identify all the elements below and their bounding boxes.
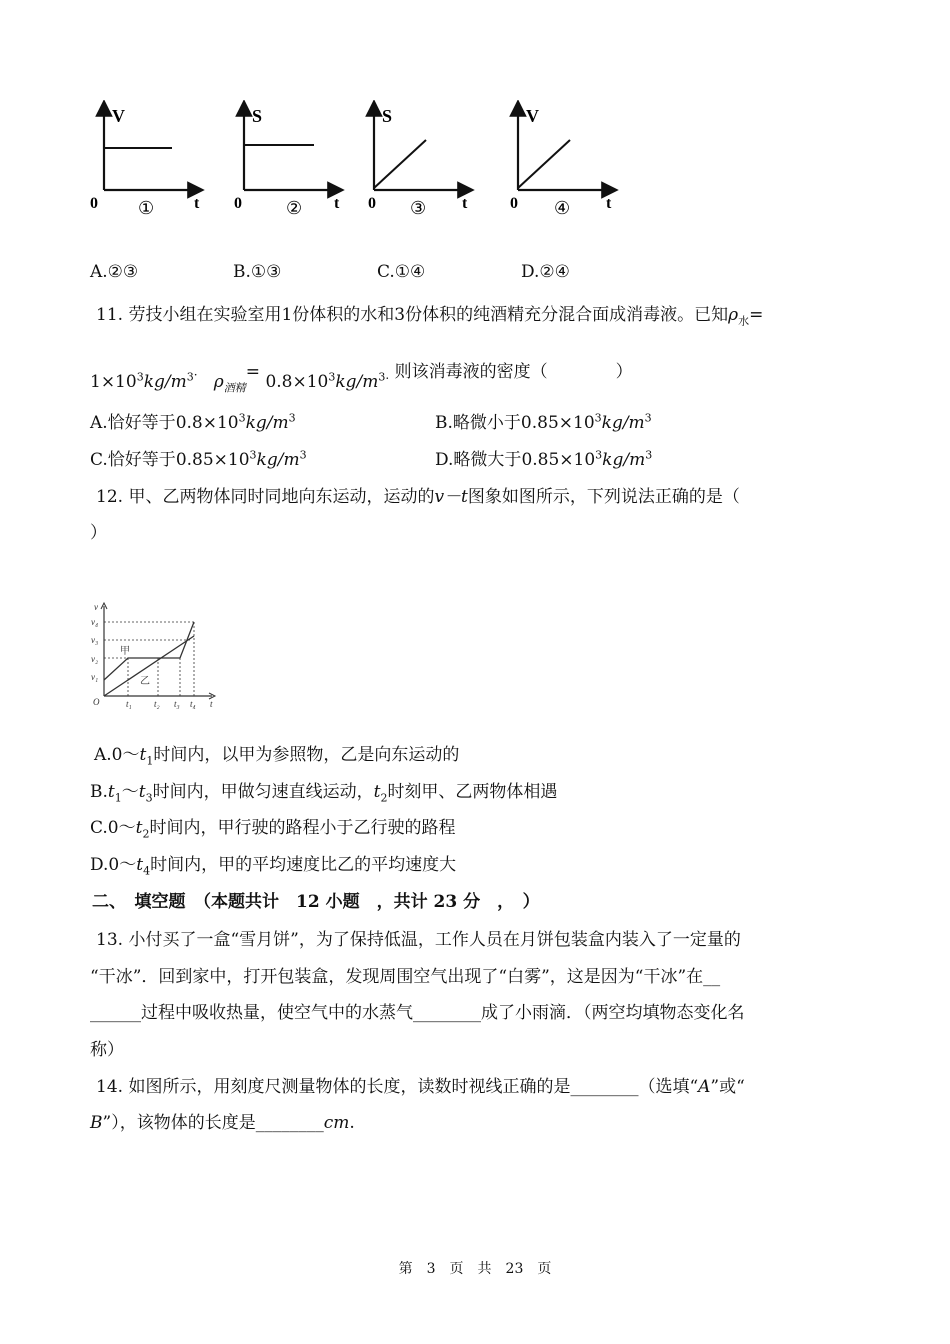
t-sub: 2 xyxy=(380,791,388,805)
q14-line2 xyxy=(90,1108,355,1133)
q10-option-c: C.①④ xyxy=(377,262,426,282)
graph-2 xyxy=(234,106,340,218)
t-var: t xyxy=(107,782,115,802)
q14-text: 14. 如图所示，用刻度尺测量物体的长度，读数时视线正确的是________（选填“ xyxy=(96,1077,699,1097)
t-var: t xyxy=(135,818,143,838)
vt-x-label: t xyxy=(210,699,213,709)
equals-sign: = xyxy=(245,362,261,382)
q11-text: 11. 劳技小组在实验室用1份体积的水和3份体积的纯酒精充分混合面成消毒液。已知 xyxy=(96,305,729,325)
section-heading: 二、 填空题 （本题共计 12 小题 ，共计 23 分 ， ） xyxy=(92,892,540,912)
graph-4-origin: 0 xyxy=(510,195,518,212)
vt-x-tick-t2: t₂ xyxy=(154,699,160,709)
unit: kg/m xyxy=(256,450,300,470)
q11-opt-b-label: B.略微小于 xyxy=(435,413,521,433)
graph-1-origin: 0 xyxy=(90,195,98,212)
graph-1-yaxis: V xyxy=(112,106,125,126)
rho-symbol: ρ xyxy=(728,305,739,325)
t-sub: 1 xyxy=(146,754,154,768)
graph-2-xaxis: t xyxy=(334,195,340,212)
q11-opt-c-value: 0.85×10 xyxy=(175,450,250,470)
exp: 3 xyxy=(288,411,296,425)
unit-cm: cm xyxy=(323,1113,350,1133)
q12-option-d xyxy=(90,850,456,877)
vt-y-tick-v1: v₁ xyxy=(91,672,99,682)
vt-y-label: v xyxy=(94,602,98,612)
vt-label-jia: 甲 xyxy=(120,646,130,657)
unit: kg/m xyxy=(335,372,379,392)
q14-text-b: ”或“ xyxy=(710,1077,745,1097)
page-footer: 第 3 页 共 23 页 xyxy=(398,1261,552,1277)
rho-alcohol-sub: 酒精 xyxy=(223,381,246,395)
q12-opt-d-label: D.0～ xyxy=(90,855,137,875)
t-var: t xyxy=(373,782,381,802)
graph-3-yaxis: S xyxy=(382,106,393,126)
t-sub: 4 xyxy=(143,864,151,878)
t-sub: 2 xyxy=(142,827,150,841)
q13-line2: “干冰”．回到家中，打开包装盒，发现周围空气出现了“白雾”，这是因为“干冰”在__ xyxy=(90,967,721,987)
q11-opt-d-value: 0.85×10 xyxy=(521,450,596,470)
t-var: t xyxy=(138,782,146,802)
graph-1-xaxis: t xyxy=(194,195,200,212)
q11-line1 xyxy=(96,300,763,328)
q11-option-b xyxy=(435,408,652,433)
graph-3-label: ③ xyxy=(410,198,427,218)
t-var: t xyxy=(139,745,147,765)
vt-y-tick-v4: v₄ xyxy=(91,617,99,627)
exp: 3 xyxy=(378,370,386,384)
q13-line3: ______过程中吸收热量，使空气中的水蒸气________成了小雨滴．（两空均填物态变化名 xyxy=(90,1003,745,1023)
graph-4-yaxis: V xyxy=(526,106,539,126)
choice-b: B xyxy=(90,1113,103,1133)
q12-opt-a-label: A.0～ xyxy=(94,745,140,765)
exp: 3 xyxy=(249,448,257,462)
vt-x-tick-t1: t₁ xyxy=(126,699,132,709)
vt-y-tick-v3: v₃ xyxy=(91,635,99,645)
q10-option-b: B.①③ xyxy=(233,262,282,282)
vt-x-tick-t3: t₃ xyxy=(174,699,180,709)
graph-4 xyxy=(510,106,612,218)
q11-option-a xyxy=(90,408,296,433)
q12-opt-c-label: C.0～ xyxy=(90,818,136,838)
q11-tail: 则该消毒液的密度（ ） xyxy=(394,362,633,382)
q14-line1 xyxy=(96,1072,745,1097)
unit: kg/m xyxy=(143,372,187,392)
graph-2-yaxis: S xyxy=(252,106,263,126)
vt-y-tick-v2: v₂ xyxy=(91,654,99,664)
equals-sign: = xyxy=(749,305,764,325)
exp: 3 xyxy=(136,370,144,384)
q14-text-c: ”），该物体的长度是________ xyxy=(102,1113,324,1133)
water-density-value: 1×10 xyxy=(90,372,137,392)
q12-option-a xyxy=(94,740,459,767)
t-sub: 1 xyxy=(114,791,122,805)
q12-opt-a-text: 时间内，以甲为参照物，乙是向东运动的 xyxy=(153,745,460,765)
q11-opt-b-value: 0.85×10 xyxy=(520,413,595,433)
q11-option-c xyxy=(90,445,307,470)
exp: 3 xyxy=(644,411,652,425)
graph-2-label: ② xyxy=(286,198,303,218)
t-sub: 3 xyxy=(145,791,153,805)
graph-4-label: ④ xyxy=(554,198,571,218)
q10-option-d: D.②④ xyxy=(521,262,570,282)
rho-symbol: ρ xyxy=(213,372,224,392)
vt-x-tick-t4: t₄ xyxy=(190,699,196,709)
q11-line2: $1\times 10^3kg/m^{3\cdot}$ $\rho_{酒精}= 0.8\times 10^3kg/m^{3.}$ 则该消毒液的密度（ ） xyxy=(90,362,633,395)
vt-graph xyxy=(88,600,223,710)
rho-water-sub: 水 xyxy=(738,314,750,328)
q11-opt-d-label: D.略微大于 xyxy=(435,450,522,470)
q11-option-d xyxy=(435,445,652,470)
q12-opt-b-label: B. xyxy=(90,782,108,802)
exp: 3 xyxy=(186,370,194,384)
exp: 3 xyxy=(299,448,307,462)
vt-origin: O xyxy=(93,697,100,707)
q12-option-c xyxy=(90,813,455,840)
q11-opt-c-label: C.恰好等于 xyxy=(90,450,176,470)
graph-4-xaxis: t xyxy=(606,195,612,212)
q12-opt-d-text: 时间内，甲的平均速度比乙的平均速度大 xyxy=(150,855,457,875)
q13-line4: 称） xyxy=(90,1040,124,1060)
q12-line1 xyxy=(96,482,740,507)
motion-graphs xyxy=(88,100,628,225)
q12-text-b: 图象如图所示，下列说法正确的是（ xyxy=(467,487,740,507)
q13-line1: 13. 小付买了一盒“雪月饼”，为了保持低温，工作人员在月饼包装盒内装入了一定量的 xyxy=(96,930,741,950)
unit: kg/m xyxy=(601,413,645,433)
unit: kg/m xyxy=(245,413,289,433)
alcohol-density-value: 0.8×10 xyxy=(265,372,329,392)
q12-opt-c-text: 时间内，甲行驶的路程小于乙行驶的路程 xyxy=(149,818,456,838)
q12-vt: v－t xyxy=(434,487,468,507)
q12-opt-b-text-2: 时刻甲、乙两物体相遇 xyxy=(387,782,558,802)
graph-3 xyxy=(368,106,468,218)
graph-3-origin: 0 xyxy=(368,195,376,212)
q11-opt-a-label: A.恰好等于 xyxy=(90,413,176,433)
exp: 3 xyxy=(328,370,336,384)
graph-1-label: ① xyxy=(138,198,155,218)
tilde: ～ xyxy=(121,782,139,802)
graph-1 xyxy=(90,106,200,218)
q12-opt-b-text: 时间内，甲做匀速直线运动， xyxy=(152,782,374,802)
exp: 3 xyxy=(595,448,603,462)
vt-label-yi: 乙 xyxy=(140,676,150,687)
period: . xyxy=(349,1113,355,1133)
q12-text: 12. 甲、乙两物体同时同地向东运动，运动的 xyxy=(96,487,435,507)
unit: kg/m xyxy=(602,450,646,470)
graph-3-xaxis: t xyxy=(462,195,468,212)
exp: 3 xyxy=(594,411,602,425)
graph-2-origin: 0 xyxy=(234,195,242,212)
t-var: t xyxy=(136,855,144,875)
q12-option-b xyxy=(90,777,557,804)
q11-opt-a-value: 0.8×10 xyxy=(175,413,239,433)
exp: 3 xyxy=(645,448,653,462)
exp: 3 xyxy=(238,411,246,425)
q10-option-a: A.②③ xyxy=(90,262,139,282)
q12-line2: ） xyxy=(90,523,107,543)
choice-a: A xyxy=(698,1077,711,1097)
